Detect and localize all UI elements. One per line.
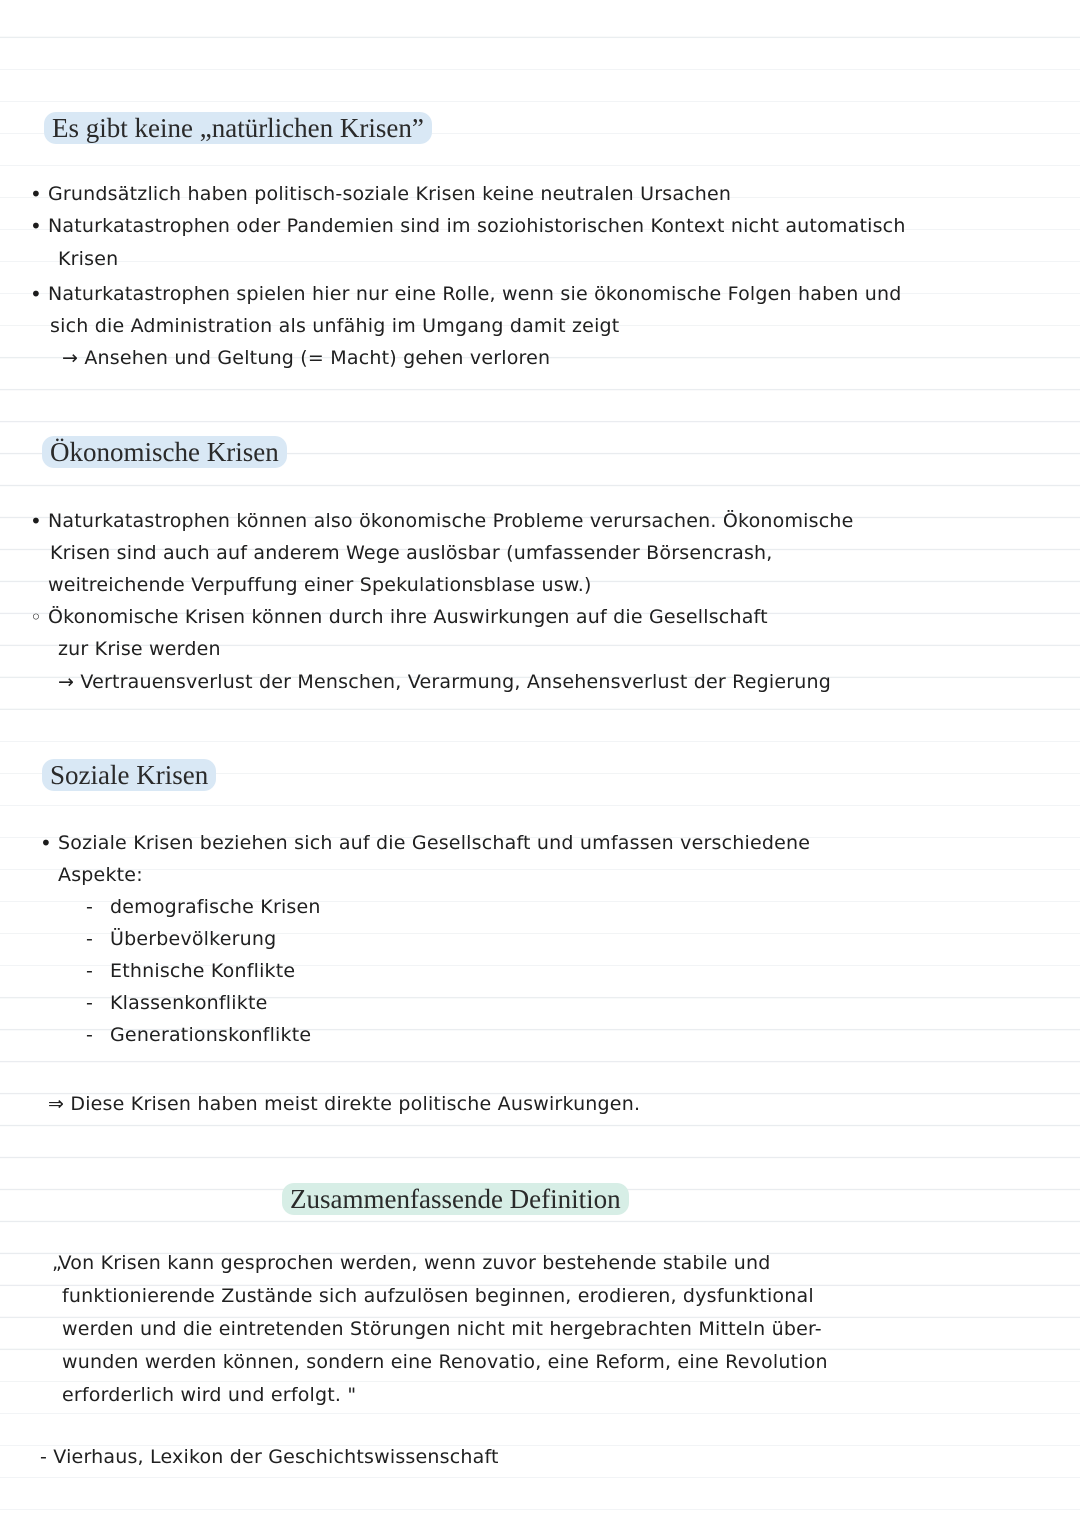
text-line: Naturkatastrophen spielen hier nur eine Rolle, wenn sie ökonomische Folgen haben und [48, 283, 902, 305]
quote-line: wunden werden können, sondern eine Renovatio, eine Reform, eine Revolution [62, 1351, 828, 1373]
text-line: Aspekte: [58, 864, 143, 886]
heading-zusammenfassende-definition: Zusammenfassende Definition [282, 1183, 629, 1215]
heading-natuerliche-krisen: Es gibt keine „natürlichen Krisen” [44, 112, 432, 144]
text-line: weitreichende Verpuffung einer Spekulationsblase usw.) [48, 574, 592, 596]
text-line: Krisen sind auch auf anderem Wege auslösbar (umfassender Börsencrash, [50, 542, 773, 564]
arrow-line: → Ansehen und Geltung (= Macht) gehen verloren [62, 347, 551, 369]
text-line: Krisen [58, 248, 119, 270]
list-item: - Generationskonflikte [86, 1024, 312, 1046]
list-item: - Überbevölkerung [86, 928, 277, 950]
heading-oekonomische-krisen: Ökonomische Krisen [42, 436, 287, 468]
text-line: sich die Administration als unfähig im Umgang damit zeigt [50, 315, 620, 337]
list-item: - demografische Krisen [86, 896, 321, 918]
arrow-line: → Vertrauensverlust der Menschen, Verarmung, Ansehensverlust der Regierung [58, 671, 831, 693]
quote-line: funktionierende Zustände sich aufzulösen beginnen, erodieren, dysfunktional [62, 1285, 814, 1307]
bullet-dot: • [30, 214, 42, 238]
quote-line: erforderlich wird und erfolgt. " [62, 1384, 357, 1406]
quote-line: werden und die eintretenden Störungen nicht mit hergebrachten Mitteln über- [62, 1318, 822, 1340]
bullet-dot: ◦ [30, 605, 42, 629]
conclusion-line: ⇒ Diese Krisen haben meist direkte politische Auswirkungen. [48, 1093, 641, 1115]
source-citation: - Vierhaus, Lexikon der Geschichtswissenschaft [40, 1446, 499, 1468]
text-line: Ökonomische Krisen können durch ihre Auswirkungen auf die Gesellschaft [48, 606, 768, 628]
quote-line: „Von Krisen kann gesprochen werden, wenn zuvor bestehende stabile und [52, 1252, 771, 1274]
bullet-dot: • [30, 282, 42, 306]
text-line: Naturkatastrophen oder Pandemien sind im soziohistorischen Kontext nicht automatisch [48, 215, 906, 237]
heading-soziale-krisen: Soziale Krisen [42, 759, 216, 791]
bullet-dot: • [30, 509, 42, 533]
list-item: - Klassenkonflikte [86, 992, 268, 1014]
text-line: zur Krise werden [58, 638, 221, 660]
text-line: Naturkatastrophen können also ökonomische Probleme verursachen. Ökonomische [48, 510, 854, 532]
text-line: Grundsätzlich haben politisch-soziale Krisen keine neutralen Ursachen [48, 183, 732, 205]
bullet-dot: • [30, 182, 42, 206]
bullet-dot: • [40, 831, 52, 855]
text-line: Soziale Krisen beziehen sich auf die Gesellschaft und umfassen verschiedene [58, 832, 811, 854]
list-item: - Ethnische Konflikte [86, 960, 296, 982]
